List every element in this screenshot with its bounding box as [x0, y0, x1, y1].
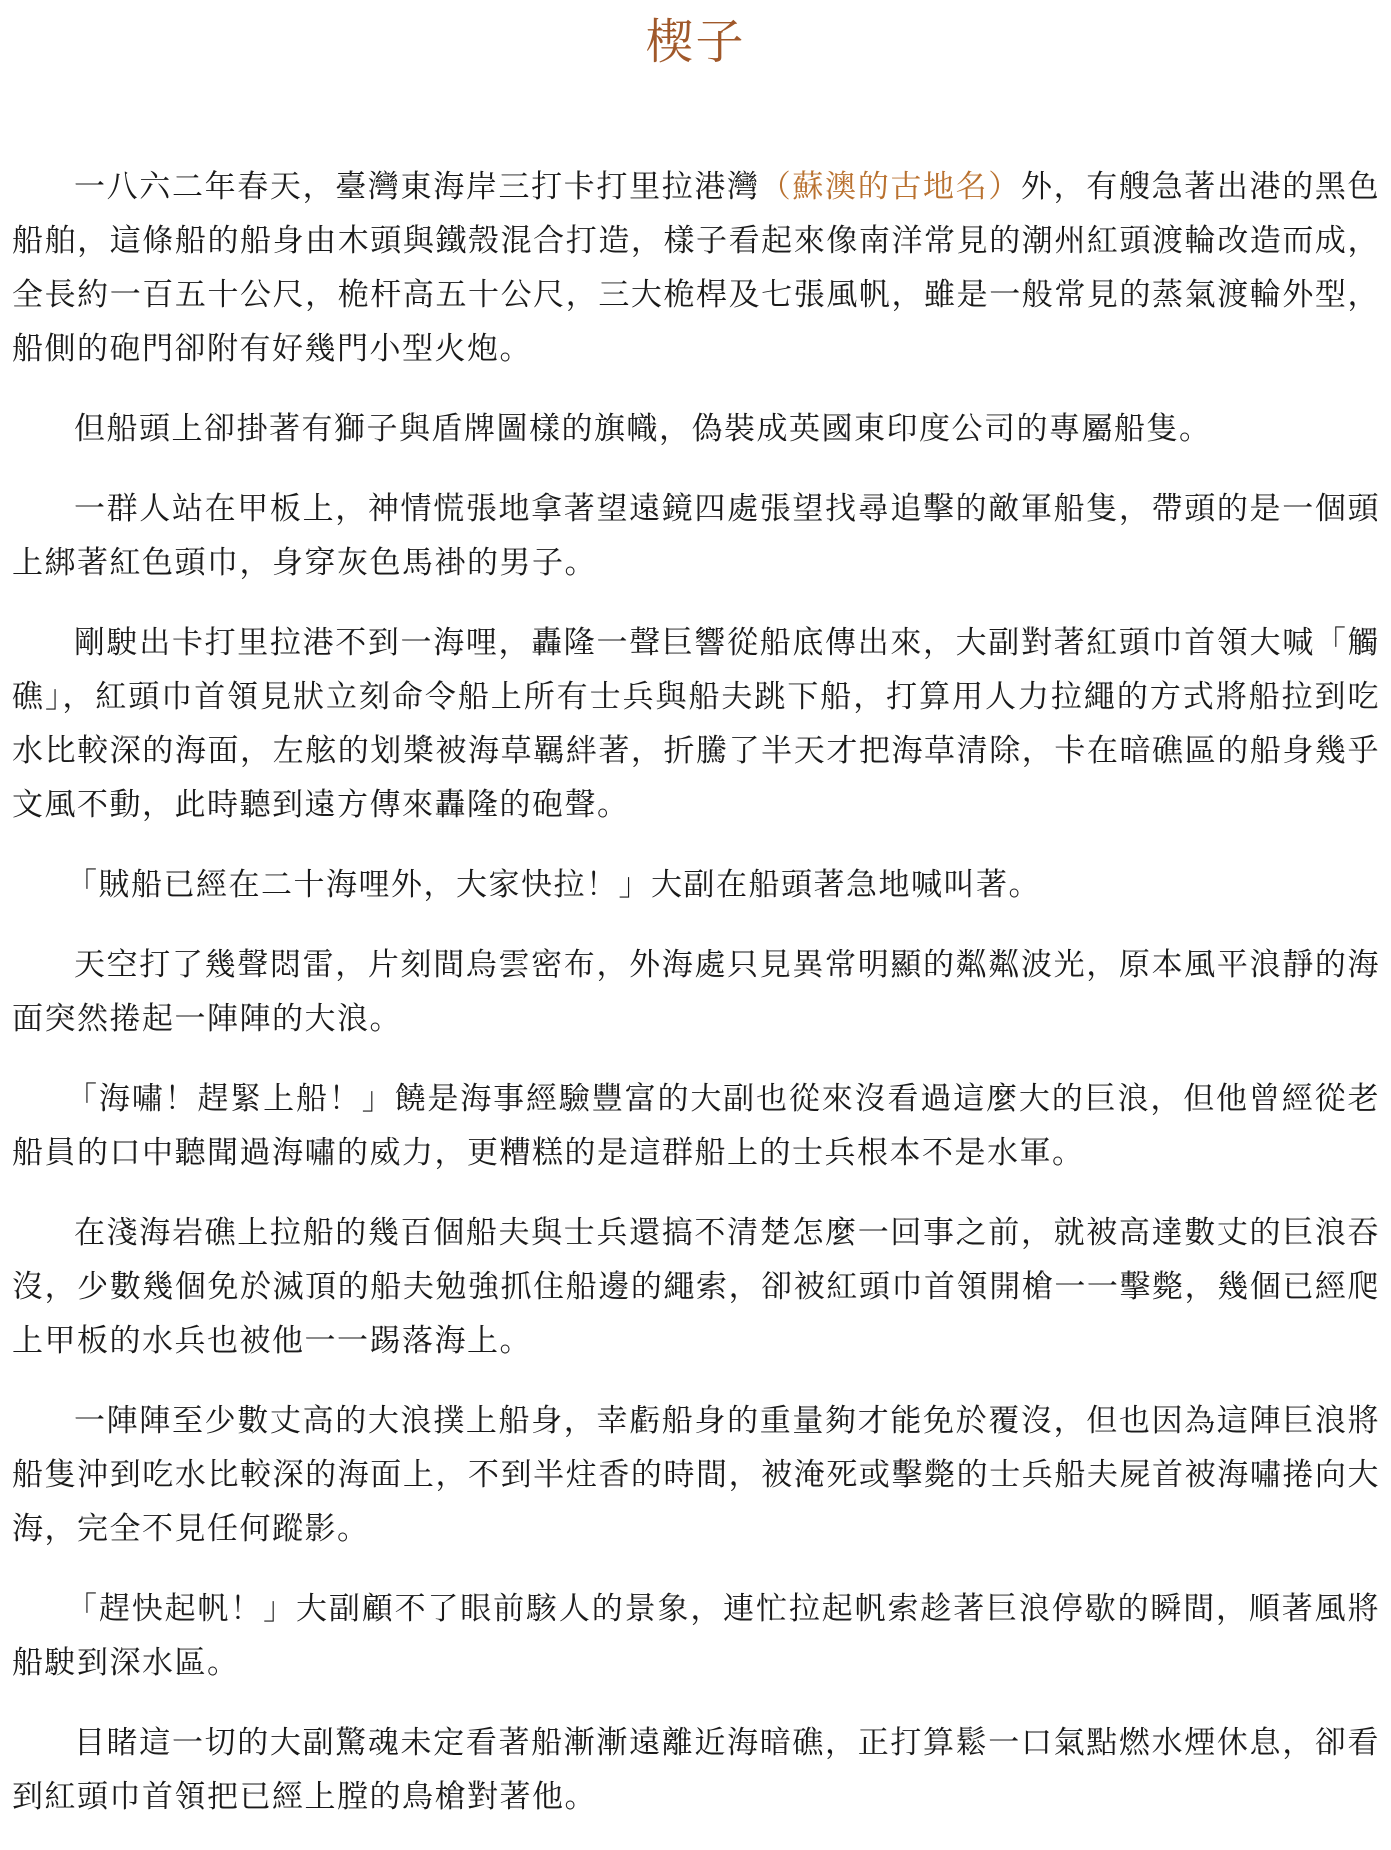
paragraph-6: 天空打了幾聲悶雷，片刻間烏雲密布，外海處只見異常明顯的粼粼波光，原本風平浪靜的海面突然捲起一陣陣的大浪。 [12, 947, 1380, 1037]
paragraph-1-text-start: 一八六二年春天，臺灣東海岸三打卡打里拉港灣 [74, 169, 760, 205]
paragraph-1-text-end: 外，有艘急著出港的黑色船舶，這條船的船身由木頭與鐵殼混合打造，樣子看起來像南洋常見的潮州紅頭渡輪改造而成，全長約一百五十公尺，桅杆高五十公尺，三大桅桿及七張風帆，雖是一般常見的蒸氣渡輪外型，船側的砲門卻附有好幾門小型火炮。 [12, 169, 1381, 367]
paragraph-5: 「賊船已經在二十海哩外，大家快拉！」大副在船頭著急地喊叫著。 [66, 867, 1041, 903]
paragraph-4: 剛駛出卡打里拉港不到一海哩，轟隆一聲巨響從船底傳出來，大副對著紅頭巾首領大喊「觸礁」，紅頭巾首領見狀立刻命令船上所有士兵與船夫跳下船，打算用人力拉繩的方式將船拉到吃水比較深的海面，左舷的划槳被海草羈絆著，折騰了半天才把海草清除，卡在暗礁區的船身幾乎文風不動，此時聽到遠方傳來轟隆的砲聲。 [12, 625, 1380, 823]
place-name-annotation: （蘇澳的古地名） [759, 169, 1021, 205]
paragraph-7: 「海嘯！趕緊上船！」饒是海事經驗豐富的大副也從來沒看過這麼大的巨浪，但他曾經從老船員的口中聽聞過海嘯的威力，更糟糕的是這群船上的士兵根本不是水軍。 [12, 1081, 1380, 1171]
paragraph-9: 一陣陣至少數丈高的大浪撲上船身，幸虧船身的重量夠才能免於覆沒，但也因為這陣巨浪將船隻沖到吃水比較深的海面上，不到半炷香的時間，被淹死或擊斃的士兵船夫屍首被海嘯捲向大海，完全不見任何蹤影。 [12, 1403, 1380, 1547]
chapter-title: 楔子 [645, 14, 746, 70]
paragraph-1 [12, 160, 1380, 376]
paragraph-8: 在淺海岩礁上拉船的幾百個船夫與士兵還搞不清楚怎麼一回事之前，就被高達數丈的巨浪吞沒，少數幾個免於滅頂的船夫勉強抓住船邊的繩索，卻被紅頭巾首領開槍一一擊斃，幾個已經爬上甲板的水兵也被他一一踢落海上。 [12, 1215, 1380, 1359]
paragraph-11: 目睹這一切的大副驚魂未定看著船漸漸遠離近海暗礁，正打算鬆一口氣點燃水煙休息，卻看到紅頭巾首領把已經上膛的鳥槍對著他。 [12, 1725, 1380, 1815]
chapter-body [12, 160, 1380, 1850]
paragraph-3: 一群人站在甲板上，神情慌張地拿著望遠鏡四處張望找尋追擊的敵軍船隻，帶頭的是一個頭上綁著紅色頭巾，身穿灰色馬褂的男子。 [12, 491, 1380, 581]
paragraph-2: 但船頭上卻掛著有獅子與盾牌圖樣的旗幟，偽裝成英國東印度公司的專屬船隻。 [74, 411, 1212, 447]
paragraph-10: 「趕快起帆！」大副顧不了眼前駭人的景象，連忙拉起帆索趁著巨浪停歇的瞬間，順著風將船駛到深水區。 [12, 1591, 1380, 1681]
